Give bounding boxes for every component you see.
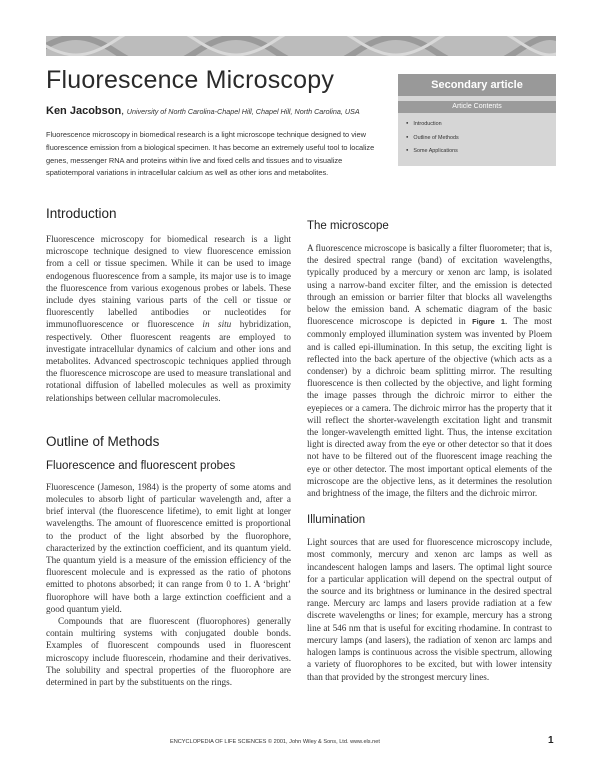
microscope-paragraph — [307, 242, 552, 499]
article-title: Fluorescence Microscopy — [46, 66, 335, 94]
page-number: 1 — [548, 735, 554, 746]
outline-of-methods-heading: Outline of Methods — [46, 433, 160, 449]
contents-list — [398, 117, 556, 158]
microscope-heading: The microscope — [307, 220, 389, 232]
intro-text-a: Fluorescence microscopy for biomedical research is a light microscope technique designed to view fluorescence emission from a cell or tissue specimen. While it can be used to image endogenous fluorescence from a sample, its major use is to image the fluorescence from various exogenous probes or labels. These include dyes staining various parts of the cell or tissue or fluorescently labelled antibodies or nucleotides for immunofluorescence or fluorescence — [46, 234, 291, 330]
article-type-label: Secondary article — [398, 74, 556, 96]
contents-item-outline-of-methods[interactable]: ● Outline of Methods — [406, 131, 556, 145]
introduction-heading: Introduction — [46, 206, 117, 221]
author-line: Ken Jacobson, University of North Carolina-Chapel Hill, Chapel Hill, North Carolina, USA — [46, 105, 360, 117]
author-affiliation: University of North Carolina-Chapel Hill, Chapel Hill, North Carolina, USA — [126, 107, 360, 116]
contents-item-some-applications[interactable]: ● Some Applications — [406, 144, 556, 158]
banner-pattern — [46, 36, 556, 56]
microscope-text-b: . The most commonly employed illumination system was invented by Ploem and is called epi-illumination. In this setup, the exciting light is reflected into the back aperture of the objective (which acts as a condenser) by a dichroic beam splitting mirror. The resulting fluorescence is then collected by the objective, and light forming the image passes through the dichroic mirror to either the eyepieces or a camera. The dichroic mirror has the property that it will reflect the shorter-wavelength excitation light and transmit the longer-wavelength emitted light. Thus, the intense excitation light is directed away from the eye or other detector so that it does not have to be filtered out of the fluorescent image reaching the eye or other detector. The most important optical elements of the microscope are the objective lens, as it determines the resolution and brightness of the image, the filters and the dichroic mirror. — [307, 316, 552, 499]
microscope-text-a: A fluorescence microscope is basically a filter fluorometer; that is, the desired spectral range (band) of excitation wavelengths, typically produced by a mercury or xenon arc lamp, is isolated using a narrow-band exciter filter, and the emission is detected through an emission or barrier filter that blocks all wavelengths below the emission band. A schematic diagram of the basic fluorescence microscope is depicted in — [307, 243, 552, 327]
probes-paragraph-2: Compounds that are fluorescent (fluorophores) generally contain multiring systems with conjugated double bonds. Examples of fluorescent compounds used in fluorescent microscopy include fluorescein, rhodamine and their derivatives. The solubility and spectral properties of the fluorophore are determined in part by the substituents on the rings. — [46, 616, 291, 688]
intro-text-italic: in situ — [202, 319, 232, 330]
left-column — [46, 206, 291, 688]
article-sidebar — [398, 74, 556, 166]
probes-paragraph-1: Fluorescence (Jameson, 1984) is the property of some atoms and molecules to absorb light of particular wavelength and, after a brief interval (the fluorescence lifetime), to emit light at longer wavelengths. The amount of fluorescence emitted is proportional to the product of the light absorbed by the fluorophore, characterized by the extinction coefficient, and its quantum yield. The quantum yield is a measure of the emission efficiency of the fluorescent molecule and is expressed as the ratio of photons emitted to photons absorbed; it can range from 0 to 1. A ‘bright’ fluorophore will have both a large extinction coefficient and a good quantum yield. — [46, 481, 291, 614]
intro-text-b: hybridization, respectively. Other fluorescent reagents are employed to investigate intracellular dynamics of calcium and other ions and metabolites. Advanced spectroscopic techniques applied through the fluorescence microscope are used to measure translational and rotational diffusion of labelled molecules as well as proximity relationships between cellular macromolecules. — [46, 319, 291, 403]
illumination-paragraph: Light sources that are used for fluorescence microscopy include, most commonly, mercury and xenon arc lamps as well as incandescent halogen lamps and lasers. The optimal light source for a particular application will depend on the spectral output of the source and its brightness or luminance in the desired spectral range. Mercury arc lamps and lasers provide radiation at a few discrete wavelengths or lines; for example, mercury has a strong line at 546 nm that is useful for exciting rhodamine. In contrast to mercury lamps (and lasers), the radiation of xenon arc lamps and halogen lamps is continuous across the visible spectrum, allowing a variety of fluorophores to be excited, but with lower intensity than that provided by the strongest mercury lines. — [307, 537, 552, 682]
contents-item-introduction[interactable]: ● Introduction — [406, 117, 556, 131]
figure-1-link[interactable]: Figure 1 — [472, 317, 505, 327]
abstract: Fluorescence microscopy in biomedical research is a light microscope technique designed to view fluorescence emission from a biological specimen. It has become an extremely useful tool to localize genes, messenger RNA and proteins within live and fixed cells and tissues and to visualize spatiotemporal variations in intracellular calcium as well as other ions and metabolites. — [46, 130, 375, 178]
fluorescent-probes-heading: Fluorescence and fluorescent probes — [46, 459, 236, 472]
right-column — [307, 220, 552, 683]
illumination-heading: Illumination — [307, 514, 366, 527]
introduction-paragraph — [46, 233, 291, 404]
author-name: Ken Jacobson — [46, 105, 122, 117]
page-footer: ENCYCLOPEDIA OF LIFE SCIENCES © 2001, John Wiley & Sons, Ltd. www.els.net — [170, 739, 380, 745]
contents-title: Article Contents — [398, 101, 556, 113]
header-banner — [46, 36, 556, 56]
